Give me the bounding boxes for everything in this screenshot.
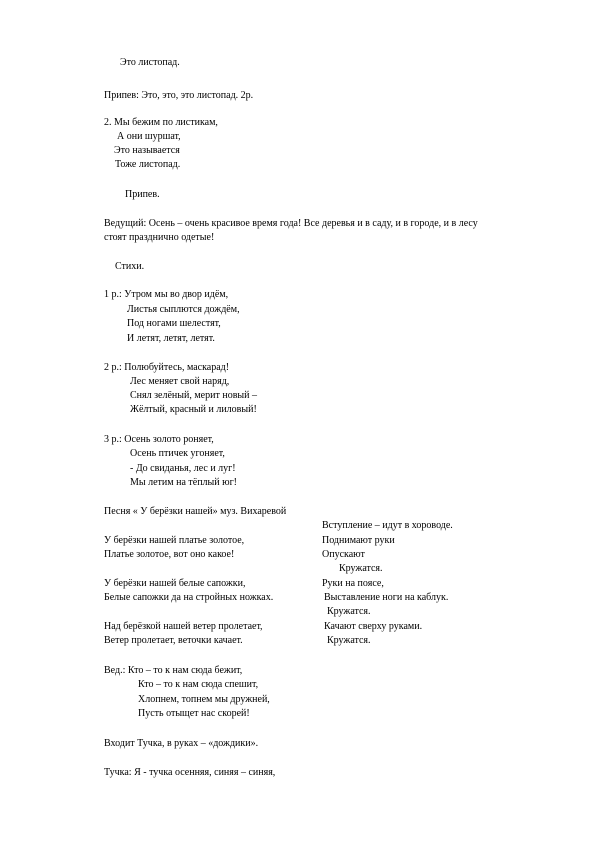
text-line: Ветер пролетает, веточки качает. <box>104 635 243 646</box>
text-line: Припев: Это, это, это листопад. 2р. <box>104 90 254 101</box>
text-line: Руки на поясе, <box>322 578 384 589</box>
text-line: Мы летим на тёплый юг! <box>130 477 238 488</box>
text-line: 1 р.: Утром мы во двор идём, <box>104 289 229 300</box>
text-line: А они шуршат, <box>117 131 181 142</box>
text-line: Лес меняет свой наряд, <box>130 376 230 387</box>
text-line: Над берёзкой нашей ветер пролетает, <box>104 621 263 632</box>
text-line: У берёзки нашей белые сапожки, <box>104 578 246 589</box>
text-line: 2 р.: Полюбуйтесь, маскарад! <box>104 362 230 373</box>
text-line: Тучка: Я - тучка осенняя, синяя – синяя, <box>104 767 276 778</box>
text-line: Тоже листопад. <box>115 159 181 170</box>
text-line: Кружатся. <box>327 606 371 617</box>
text-line: Выставление ноги на каблук. <box>324 592 449 603</box>
text-line: 3 р.: Осень золото роняет, <box>104 434 214 445</box>
text-line: Листья сыплются дождём, <box>127 304 240 315</box>
text-line: Качают сверху руками. <box>324 621 423 632</box>
text-line: Входит Тучка, в руках – «дождики». <box>104 738 259 749</box>
text-line: Платье золотое, вот оно какое! <box>104 549 235 560</box>
text-line: У берёзки нашей платье золотое, <box>104 535 245 546</box>
text-line: Поднимают руки <box>322 535 395 546</box>
text-line: Жёлтый, красный и лиловый! <box>130 404 257 415</box>
text-line: Ведущий: Осень – очень красивое время года! Все деревья и в саду, и в городе, и в лесу <box>104 218 478 229</box>
text-line: Снял зелёный, мерит новый – <box>130 390 257 401</box>
text-line: Опускают <box>322 549 365 560</box>
text-line: Вступление – идут в хороводе. <box>322 520 453 531</box>
text-line: Кружатся. <box>339 563 383 574</box>
text-line: Стихи. <box>115 261 145 272</box>
text-line: Это листопад. <box>120 57 180 68</box>
text-line: Песня « У берёзки нашей» муз. Вихаревой <box>104 506 287 517</box>
text-line: И летят, летят, летят. <box>127 333 215 344</box>
text-line: Вед.: Кто – то к нам сюда бежит, <box>104 665 243 676</box>
text-line: Припев. <box>125 189 160 200</box>
text-line: - До свиданья, лес и луг! <box>130 463 236 474</box>
text-line: Кто – то к нам сюда спешит, <box>138 679 259 690</box>
text-line: Осень птичек угоняет, <box>130 448 225 459</box>
text-line: Пусть отыщет нас скорей! <box>138 708 250 719</box>
text-line: Белые сапожки да на стройных ножках. <box>104 592 274 603</box>
text-line: Под ногами шелестят, <box>127 318 221 329</box>
text-line: Хлопнем, топнем мы дружней, <box>138 694 270 705</box>
text-line: стоят празднично одетые! <box>104 232 215 243</box>
text-line: Это называется <box>114 145 180 156</box>
text-line: Кружатся. <box>327 635 371 646</box>
text-line: 2. Мы бежим по листикам, <box>104 117 218 128</box>
